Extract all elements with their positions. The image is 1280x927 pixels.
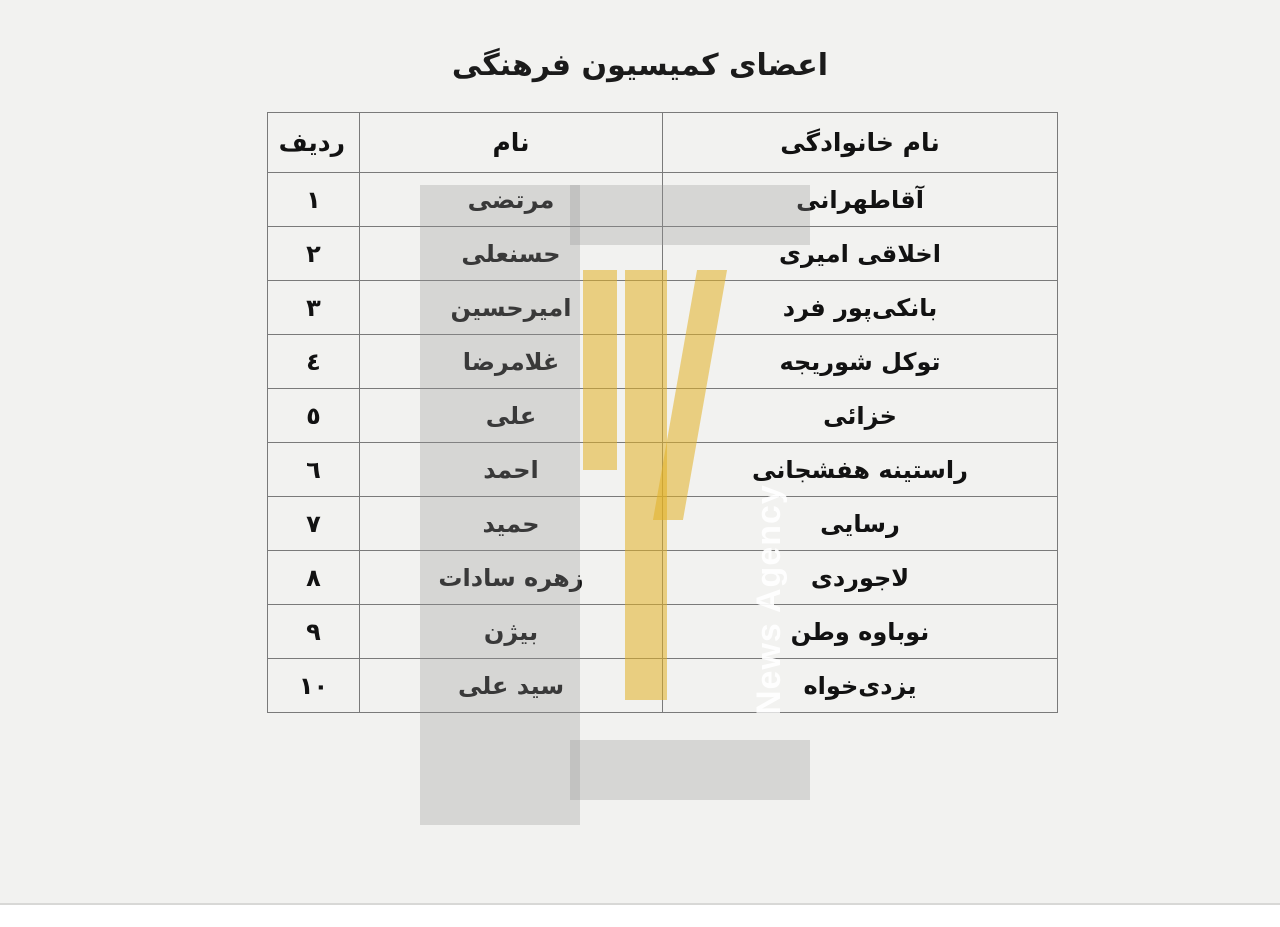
cell-first-name: علی: [360, 389, 663, 443]
column-header-first-name: نام: [360, 113, 663, 173]
cell-row-number: ١٠: [268, 659, 360, 713]
table-row: [268, 605, 1058, 659]
cell-row-number: ٤: [268, 335, 360, 389]
cell-first-name: حمید: [360, 497, 663, 551]
cell-family-name: بانکی‌پور فرد: [663, 281, 1058, 335]
watermark-shape: [570, 740, 810, 800]
cell-first-name: زهره سادات: [360, 551, 663, 605]
table-row: [268, 551, 1058, 605]
column-header-family-name: نام خانوادگی: [663, 113, 1058, 173]
table-row: [268, 443, 1058, 497]
table-row: [268, 281, 1058, 335]
table-row: [268, 173, 1058, 227]
cell-family-name: توکل شوریجه: [663, 335, 1058, 389]
cell-first-name: غلامرضا: [360, 335, 663, 389]
cell-first-name: سید علی: [360, 659, 663, 713]
members-table: [267, 112, 1058, 713]
cell-row-number: ٩: [268, 605, 360, 659]
cell-family-name: لاجوردی: [663, 551, 1058, 605]
cell-row-number: ٨: [268, 551, 360, 605]
cell-family-name: راستینه هفشجانی: [663, 443, 1058, 497]
table-row: [268, 659, 1058, 713]
cell-family-name: رسایی: [663, 497, 1058, 551]
page-footer-strip: [0, 903, 1280, 927]
cell-row-number: ٥: [268, 389, 360, 443]
column-header-row: ردیف: [268, 113, 360, 173]
cell-row-number: ٦: [268, 443, 360, 497]
cell-first-name: مرتضی: [360, 173, 663, 227]
cell-family-name: آقاطهرانی: [663, 173, 1058, 227]
cell-row-number: ١: [268, 173, 360, 227]
cell-first-name: حسنعلی: [360, 227, 663, 281]
cell-row-number: ٧: [268, 497, 360, 551]
cell-family-name: یزدی‌خواه: [663, 659, 1058, 713]
members-table-container: [268, 112, 1058, 713]
members-table-body: [268, 173, 1058, 713]
table-row: [268, 227, 1058, 281]
table-header-row: [268, 113, 1058, 173]
cell-first-name: احمد: [360, 443, 663, 497]
table-row: [268, 389, 1058, 443]
cell-family-name: اخلاقی امیری: [663, 227, 1058, 281]
cell-row-number: ٣: [268, 281, 360, 335]
table-row: [268, 497, 1058, 551]
cell-family-name: نوباوه وطن: [663, 605, 1058, 659]
cell-row-number: ٢: [268, 227, 360, 281]
cell-first-name: امیرحسین: [360, 281, 663, 335]
table-row: [268, 335, 1058, 389]
page-title: اعضای کمیسیون فرهنگی: [451, 48, 829, 84]
cell-family-name: خزائی: [663, 389, 1058, 443]
cell-first-name: بیژن: [360, 605, 663, 659]
watermark-text: News Agency: [750, 484, 788, 715]
